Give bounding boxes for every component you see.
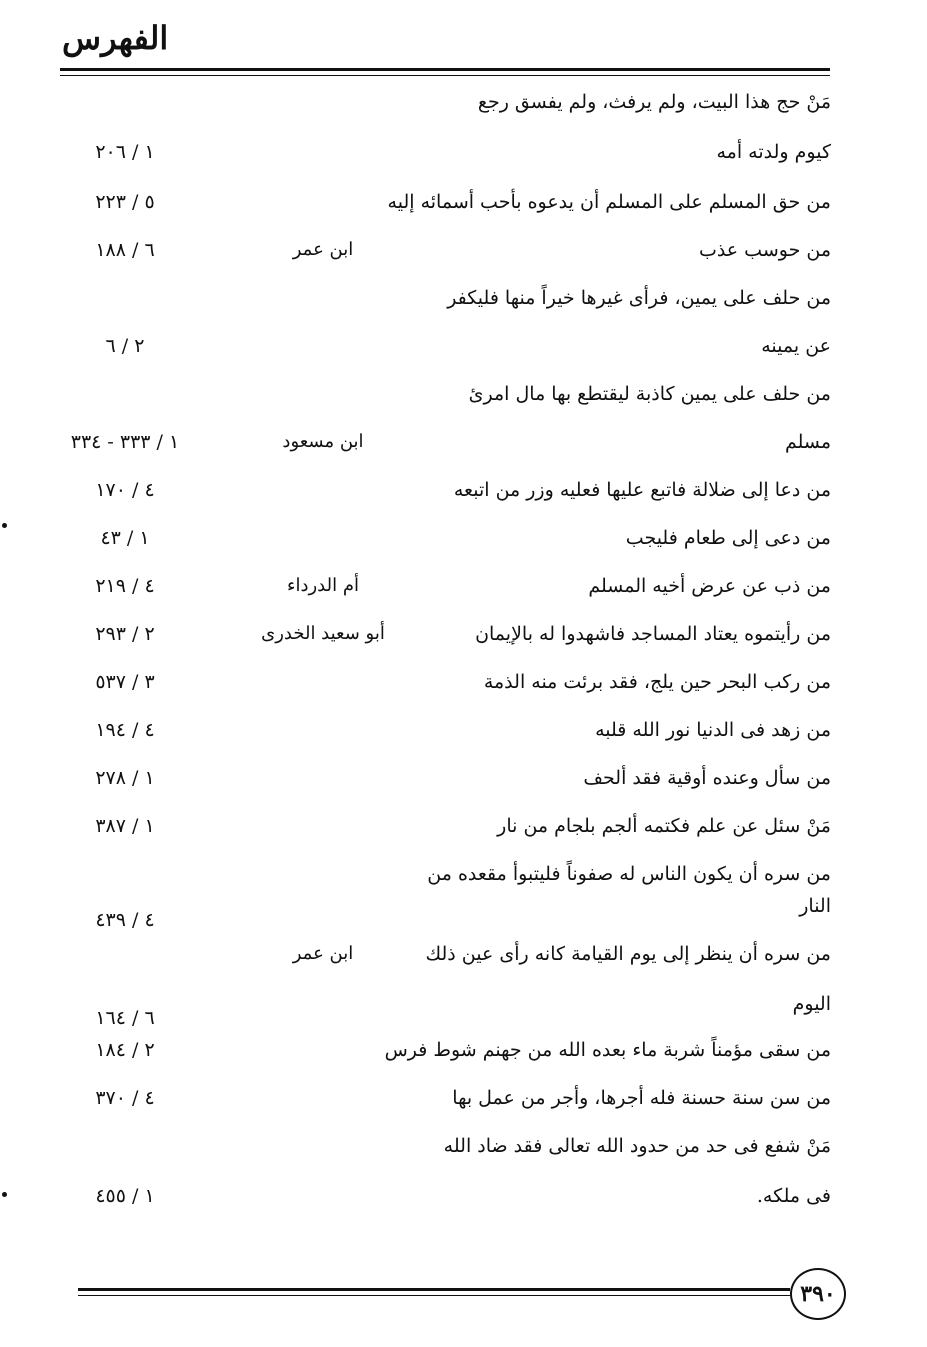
hadith-text: من سره أن يكون الناس له صفوناً فليتبوأ مقعده من xyxy=(427,863,831,885)
hadith-text: من سقى مؤمناً شربة ماء بعده الله من جهنم شوط فرس xyxy=(384,1039,831,1061)
narrator: أبو سعيد الخدرى xyxy=(261,623,385,644)
volume-page-ref: ٤ / ٣٧٠ xyxy=(95,1087,155,1109)
volume-page-ref: ٤ / ١٧٠ xyxy=(95,479,155,501)
header-rule-thin xyxy=(60,75,830,76)
volume-page-ref: ٢ / ٦ xyxy=(105,335,145,357)
narrator: ابن عمر xyxy=(292,239,354,260)
hadith-text: من دعا إلى ضلالة فاتبع عليها فعليه وزر من اتبعه xyxy=(453,479,831,501)
index-row xyxy=(0,934,927,974)
volume-page-ref: ٦ / ١٦٤ xyxy=(95,1007,155,1029)
hadith-text: فى ملكه. xyxy=(756,1185,831,1207)
index-row xyxy=(0,422,927,462)
margin-mark xyxy=(2,523,7,528)
index-row xyxy=(0,374,927,414)
volume-page-ref: ٤ / ٤٣٩ xyxy=(95,909,155,931)
hadith-text: مَنْ حج هذا البيت، ولم يرفث، ولم يفسق رجع xyxy=(477,91,831,113)
index-row xyxy=(0,518,927,558)
volume-page-ref: ٢ / ٢٩٣ xyxy=(95,623,155,645)
hadith-text: من حلف على يمين كاذبة ليقتطع بها مال امرئ xyxy=(468,383,831,405)
index-row xyxy=(0,758,927,798)
index-row xyxy=(0,470,927,510)
header-rule-thick xyxy=(60,68,830,71)
hadith-text: مَنْ شفع فى حد من حدود الله تعالى فقد ضاد الله xyxy=(443,1135,831,1157)
volume-page-ref: ١ / ٤٣ xyxy=(100,527,150,549)
index-row xyxy=(0,182,927,222)
hadith-text: من سره أن ينظر إلى يوم القيامة كانه رأى عين ذلك xyxy=(425,943,831,965)
volume-page-ref: ١ / ٢٠٦ xyxy=(95,141,155,163)
volume-page-ref: ٢ / ١٨٤ xyxy=(95,1039,155,1061)
index-row xyxy=(0,886,927,931)
index-row xyxy=(0,710,927,750)
index-row xyxy=(0,82,927,122)
hadith-text: عن يمينه xyxy=(761,335,831,357)
page-title: الفهرس xyxy=(62,19,169,57)
narrator: أم الدرداء xyxy=(287,575,359,596)
narrator: ابن عمر xyxy=(292,943,354,964)
index-row xyxy=(0,1078,927,1118)
volume-page-ref: ٦ / ١٨٨ xyxy=(95,239,155,261)
page-number: ٣٩٠ xyxy=(790,1268,846,1320)
hadith-text: من ركب البحر حين يلج، فقد برئت منه الذمة xyxy=(483,671,831,693)
index-row xyxy=(0,1176,927,1216)
volume-page-ref: ١ / ٤٥٥ xyxy=(95,1185,155,1207)
hadith-text: من حق المسلم على المسلم أن يدعوه بأحب أسمائه إليه xyxy=(387,191,831,213)
volume-page-ref: ٣ / ٥٣٧ xyxy=(95,671,155,693)
volume-page-ref: ٤ / ٢١٩ xyxy=(95,575,155,597)
footer-rule-thin xyxy=(78,1295,790,1296)
hadith-text: من ذب عن عرض أخيه المسلم xyxy=(588,575,831,597)
volume-page-ref: ١ / ٣٨٧ xyxy=(95,815,155,837)
hadith-text: من سن سنة حسنة فله أجرها، وأجر من عمل بها xyxy=(452,1087,831,1109)
index-row xyxy=(0,614,927,654)
hadith-text: كيوم ولدته أمه xyxy=(716,141,831,163)
footer-rule-thick xyxy=(78,1288,790,1291)
hadith-text: النار xyxy=(799,895,831,917)
hadith-text: من رأيتموه يعتاد المساجد فاشهدوا له بالإيمان xyxy=(475,623,831,645)
index-row xyxy=(0,1126,927,1166)
hadith-text: من حوسب عذب xyxy=(698,239,831,261)
hadith-text: اليوم xyxy=(792,993,831,1015)
hadith-text: من حلف على يمين، فرأى غيرها خيراً منها فليكفر xyxy=(447,287,831,309)
hadith-text: مسلم xyxy=(784,431,831,453)
volume-page-ref: ١ / ٣٣٣ - ٣٣٤ xyxy=(70,431,180,453)
index-row xyxy=(0,132,927,172)
index-row xyxy=(0,1030,927,1070)
index-row xyxy=(0,984,927,1029)
margin-mark xyxy=(2,1192,7,1197)
index-row xyxy=(0,662,927,702)
hadith-text: مَنْ سئل عن علم فكتمه ألجم بلجام من نار xyxy=(497,815,831,837)
hadith-text: من دعى إلى طعام فليجب xyxy=(625,527,831,549)
index-row xyxy=(0,806,927,846)
narrator: ابن مسعود xyxy=(282,431,364,452)
index-row xyxy=(0,566,927,606)
index-row xyxy=(0,326,927,366)
volume-page-ref: ٤ / ١٩٤ xyxy=(95,719,155,741)
hadith-text: من سأل وعنده أوقية فقد ألحف xyxy=(583,767,831,789)
hadith-text: من زهد فى الدنيا نور الله قلبه xyxy=(595,719,831,741)
index-row xyxy=(0,230,927,270)
volume-page-ref: ٥ / ٢٢٣ xyxy=(95,191,155,213)
volume-page-ref: ١ / ٢٧٨ xyxy=(95,767,155,789)
index-row xyxy=(0,278,927,318)
